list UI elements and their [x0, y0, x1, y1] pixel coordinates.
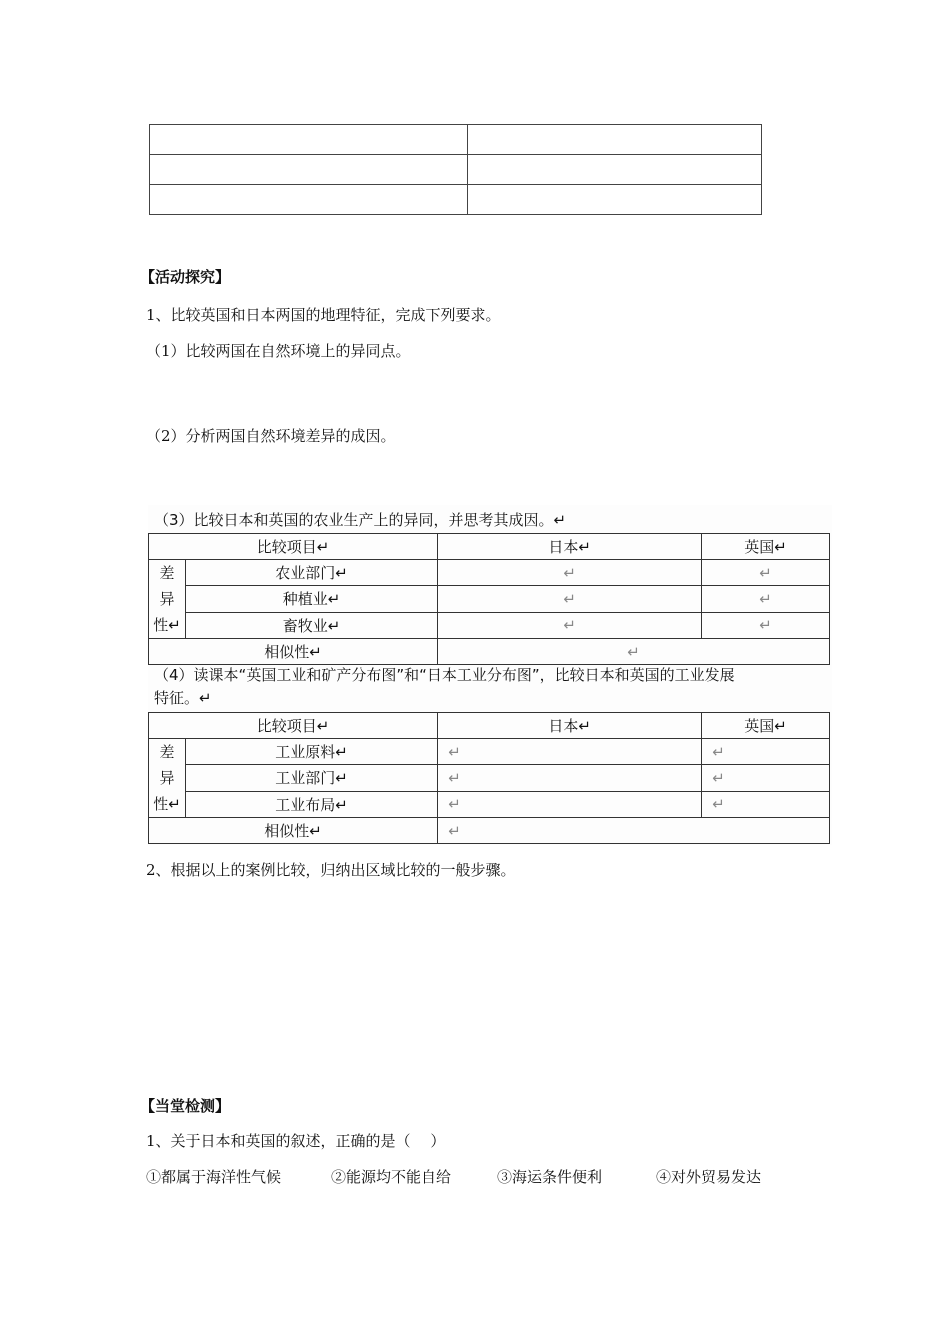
agri-row-uk: ↵ [702, 586, 830, 612]
test-question-1: 1、关于日本和英国的叙述，正确的是（ ） [146, 1132, 446, 1150]
section-title-activity: 【活动探究】 [140, 268, 231, 286]
question-1-sub-2: （2）分析两国自然环境差异的成因。 [146, 427, 396, 445]
industry-row-uk: ↵ [702, 791, 830, 817]
table-row [149, 818, 830, 844]
industry-similar-name: 相似性↵ [149, 818, 438, 844]
agri-row-name: 种植业↵ [186, 586, 438, 612]
agri-row-uk: ↵ [702, 612, 830, 638]
industry-row-japan: ↵ [438, 791, 702, 817]
question-1: 1、比较英国和日本两国的地理特征，完成下列要求。 [146, 306, 501, 324]
table-row [150, 185, 762, 215]
agri-row-japan: ↵ [438, 560, 702, 586]
table-row [149, 713, 830, 739]
test-option-3: ③海运条件便利 [497, 1168, 603, 1186]
industry-header-japan: 日本↵ [438, 713, 702, 739]
blank-table [149, 124, 762, 215]
table-row [150, 155, 762, 185]
agri-table [148, 533, 830, 665]
table-row [149, 739, 830, 765]
test-option-4: ④对外贸易发达 [656, 1168, 762, 1186]
industry-row-name: 工业部门↵ [186, 765, 438, 791]
industry-diff-label: 差 异 性↵ [149, 739, 186, 818]
agri-similar-name: 相似性↵ [149, 639, 438, 665]
table-row [149, 765, 830, 791]
industry-row-uk: ↵ [702, 765, 830, 791]
test-option-1: ①都属于海洋性气候 [146, 1168, 282, 1186]
agri-similar-value: ↵ [438, 639, 830, 665]
agri-row-name: 农业部门↵ [186, 560, 438, 586]
industry-row-japan: ↵ [438, 765, 702, 791]
question-2: 2、根据以上的案例比较，归纳出区域比较的一般步骤。 [146, 861, 516, 879]
table-row [149, 791, 830, 817]
industry-header-item: 比较项目↵ [149, 713, 438, 739]
industry-row-japan: ↵ [438, 739, 702, 765]
agri-row-japan: ↵ [438, 586, 702, 612]
table-row [149, 612, 830, 638]
industry-table-title-line1: （4）读课本“英国工业和矿产分布图”和“日本工业分布图”，比较日本和英国的工业发展 [154, 666, 735, 684]
agri-row-name: 畜牧业↵ [186, 612, 438, 638]
industry-table [148, 712, 830, 844]
agri-header-uk: 英国↵ [702, 534, 830, 560]
industry-table-title-line2: 特征。↵ [154, 689, 212, 707]
industry-similar-value: ↵ [438, 818, 830, 844]
section-title-test: 【当堂检测】 [140, 1097, 231, 1115]
table-row [149, 534, 830, 560]
agri-row-uk: ↵ [702, 560, 830, 586]
agri-header-item: 比较项目↵ [149, 534, 438, 560]
agri-table-title: （3）比较日本和英国的农业生产上的异同，并思考其成因。↵ [154, 511, 567, 529]
agri-row-japan: ↵ [438, 612, 702, 638]
industry-row-uk: ↵ [702, 739, 830, 765]
table-row [150, 125, 762, 155]
agri-header-japan: 日本↵ [438, 534, 702, 560]
comparison-figure [148, 505, 832, 845]
industry-row-name: 工业布局↵ [186, 791, 438, 817]
industry-row-name: 工业原料↵ [186, 739, 438, 765]
table-row [149, 560, 830, 586]
table-row [149, 586, 830, 612]
test-option-2: ②能源均不能自给 [331, 1168, 452, 1186]
question-1-sub-1: （1）比较两国在自然环境上的异同点。 [146, 342, 411, 360]
industry-header-uk: 英国↵ [702, 713, 830, 739]
agri-diff-label: 差 异 性↵ [149, 560, 186, 639]
table-row [149, 639, 830, 665]
